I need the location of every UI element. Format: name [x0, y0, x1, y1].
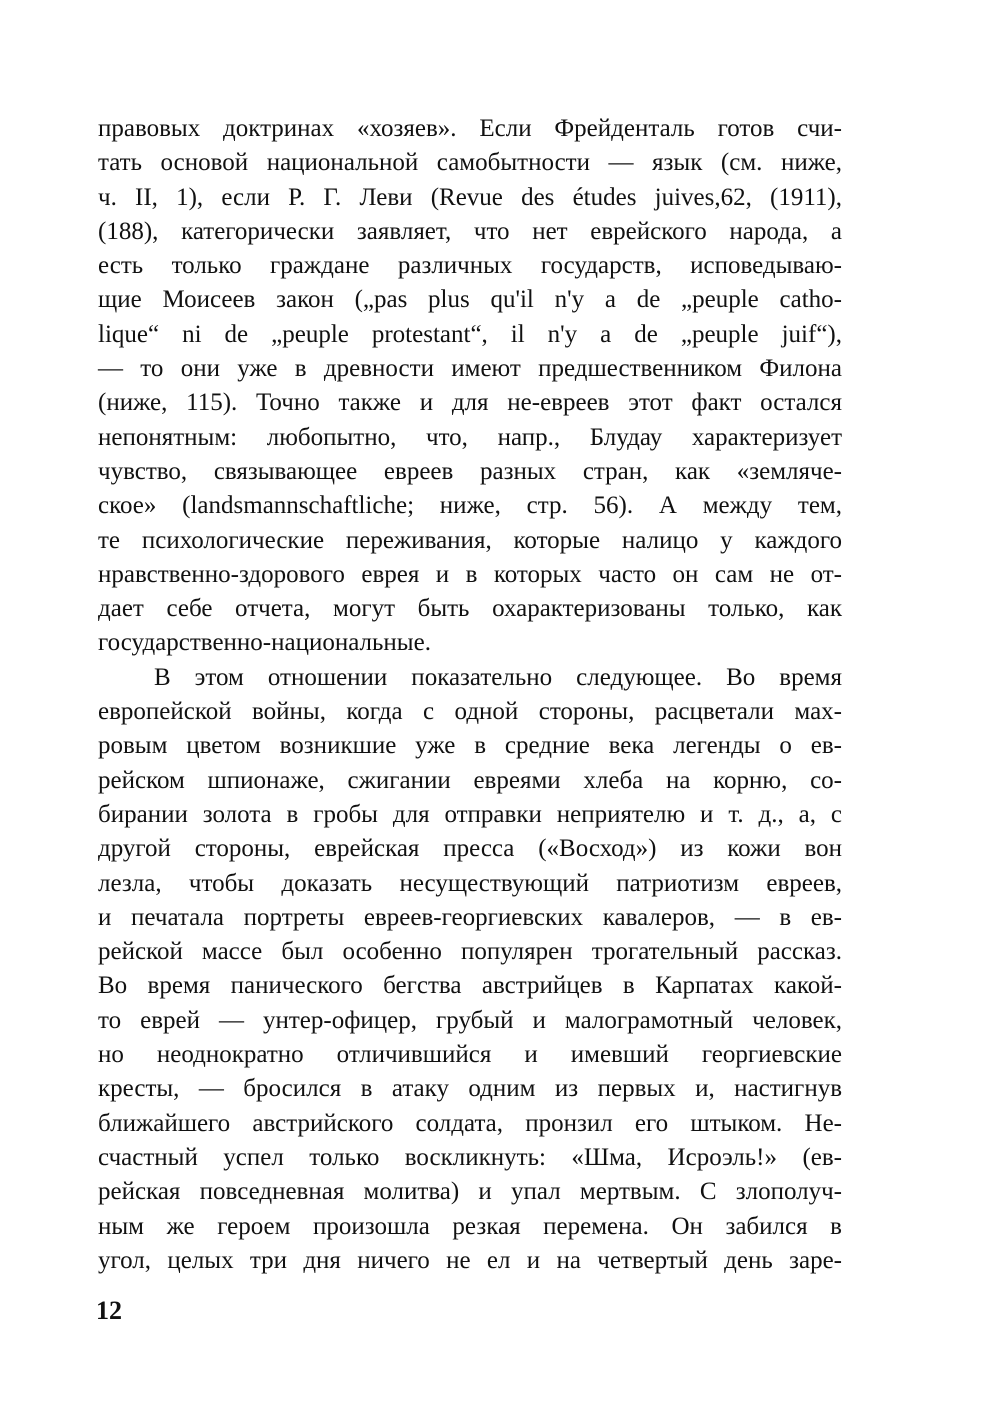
paragraph-2 — [98, 661, 842, 1278]
text-line: государственно-национальные. — [98, 629, 431, 657]
text-line: ское» (landsmannschaftliche; ниже, стр. 56). А между тем, — [98, 492, 842, 520]
text-line: чувство, связывающее евреев разных стран, как «земляче- — [98, 457, 842, 485]
text-line: рейской массе был особенно популярен трогательный рассказ. — [98, 938, 842, 966]
text-line: правовых доктринах «хозяев». Если Фрейденталь готов счи- — [98, 115, 842, 142]
text-line: угол, целых три дня ничего не ел и на четвертый день заре- — [98, 1246, 842, 1274]
text-line: лезла, чтобы доказать несуществующий патриотизм евреев, — [98, 869, 842, 897]
text-line: ровым цветом возникшие уже в средние века легенды о ев- — [98, 732, 842, 760]
text-line: (188), категорически заявляет, что нет еврейского народа, а — [98, 217, 842, 245]
text-line: дает себе отчета, могут быть охарактеризованы только, как — [98, 595, 842, 623]
text-line: те психологические переживания, которые налицо у каждого — [98, 526, 842, 554]
text-line: В этом отношении показательно следующее. Во время — [154, 663, 842, 691]
text-line: Во время панического бегства австрийцев в Карпатах какой- — [98, 972, 842, 1000]
text-line: то еврей — унтер-офицер, грубый и малограмотный человек, — [98, 1006, 842, 1034]
body-text — [98, 112, 842, 1278]
text-line: нравственно-здорового еврея и в которых часто он сам не от- — [98, 560, 842, 588]
text-line: ным же героем произошла резкая перемена. Он забился в — [98, 1212, 842, 1240]
text-line: европейской войны, когда с одной стороны, расцветали мах- — [98, 698, 842, 726]
text-line: есть только граждане различных государств, исповедываю- — [98, 252, 842, 280]
text-line: (ниже, 115). Точно также и для не-евреев этот факт остался — [98, 389, 842, 417]
text-line: непонятным: любопытно, что, напр., Блудау характеризует — [98, 423, 842, 451]
text-line: рейском шпионаже, сжигании евреями хлеба на корню, со- — [98, 766, 842, 794]
text-line: ч. II, 1), если Р. Г. Леви (Revue des études juives,62, (1911), — [98, 183, 842, 211]
text-line: кресты, — бросился в атаку одним из первых и, настигнув — [98, 1075, 842, 1103]
text-line: бирании золота в гробы для отправки неприятелю и т. д., а, с — [98, 800, 842, 828]
text-line: ближайшего австрийского солдата, пронзил его штыком. Не- — [98, 1109, 842, 1137]
text-line: но неоднократно отличившийся и имевший георгиевские — [98, 1041, 842, 1069]
text-line: рейская повседневная молитва) и упал мертвым. С злополуч- — [98, 1178, 842, 1206]
text-line: другой стороны, еврейская пресса («Восход») из кожи вон — [98, 835, 842, 863]
text-line: — то они уже в древности имеют предшественником Филона — [98, 355, 842, 383]
text-line: счастный успел только воскликнуть: «Шма, Исроэль!» (ев- — [98, 1143, 842, 1171]
text-line: тать основой национальной самобытности — язык (см. ниже, — [98, 149, 842, 177]
paragraph-1 — [98, 112, 842, 661]
text-line: щие Моисеев закон („pas plus qu'il n'y a de „peuple catho- — [98, 286, 842, 314]
page-number: 12 — [96, 1296, 122, 1325]
text-line: lique“ ni de „peuple protestant“, il n'y a de „peuple juif“), — [98, 320, 842, 348]
text-line: и печатала портреты евреев-георгиевских кавалеров, — в ев- — [98, 903, 842, 931]
